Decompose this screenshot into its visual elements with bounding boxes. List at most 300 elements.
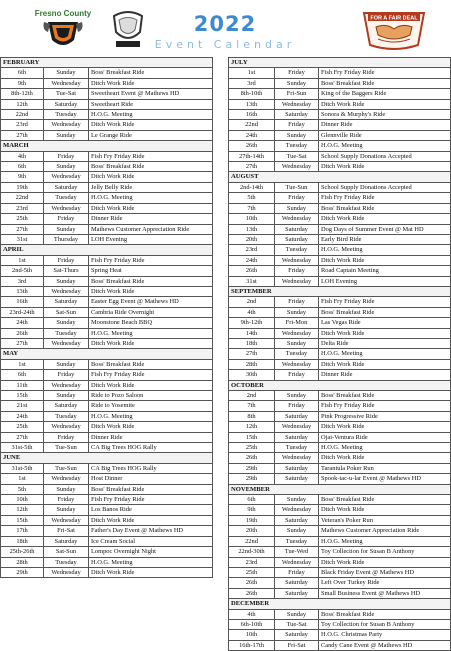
- month-name: AUGUST: [229, 172, 451, 182]
- event-row: [229, 359, 451, 369]
- event-date: 27th: [229, 349, 275, 359]
- event-weekday: Friday: [275, 370, 319, 380]
- event-date: 22nd: [229, 120, 275, 130]
- event-name: Easter Egg Event @ Mathews HD: [89, 297, 213, 307]
- event-name: Dinner Ride: [319, 370, 451, 380]
- event-name: Ditch Work Ride: [319, 99, 451, 109]
- event-date: 26th: [229, 266, 275, 276]
- event-row: [229, 401, 451, 411]
- event-date: 16th: [1, 297, 44, 307]
- event-weekday: Friday: [44, 214, 89, 224]
- event-weekday: Saturday: [275, 515, 319, 525]
- event-name: Ditch Work Ride: [89, 120, 213, 130]
- event-weekday: Saturday: [275, 224, 319, 234]
- event-date: 23rd: [1, 203, 44, 213]
- event-name: Early Bird Ride: [319, 234, 451, 244]
- event-weekday: Wednesday: [44, 567, 89, 577]
- event-date: 31st: [229, 276, 275, 286]
- event-name: Left Over Turkey Ride: [319, 578, 451, 588]
- event-row: [229, 307, 451, 317]
- event-name: CA Big Trees HOG Rally: [89, 443, 213, 453]
- logo-right-text: FOR A FAIR DEAL: [370, 15, 418, 22]
- event-row: [1, 536, 213, 546]
- event-weekday: Fri-Sat: [275, 640, 319, 650]
- event-date: 31st-5th: [1, 463, 44, 473]
- event-row: [1, 338, 213, 348]
- event-row: [1, 547, 213, 557]
- event-row: [1, 318, 213, 328]
- event-row: [229, 214, 451, 224]
- event-row: [1, 182, 213, 192]
- event-date: 6th: [1, 68, 44, 78]
- event-date: 26th: [229, 588, 275, 598]
- event-name: Boss' Breakfast Ride: [89, 162, 213, 172]
- event-weekday: Tuesday: [275, 141, 319, 151]
- event-date: 15th: [1, 515, 44, 525]
- event-row: [1, 78, 213, 88]
- event-name: H.O.G. Meeting: [89, 328, 213, 338]
- event-date: 21st: [1, 401, 44, 411]
- event-date: 9th: [229, 505, 275, 515]
- event-weekday: Wednesday: [275, 453, 319, 463]
- event-weekday: Wednesday: [275, 99, 319, 109]
- event-weekday: Wednesday: [275, 162, 319, 172]
- event-row: [229, 567, 451, 577]
- event-row: [1, 432, 213, 442]
- event-name: Toy Collection for Susan B Anthony: [319, 547, 451, 557]
- event-date: 4th: [1, 151, 44, 161]
- month-header-row: [229, 380, 451, 390]
- event-weekday: Saturday: [44, 401, 89, 411]
- event-weekday: Wednesday: [44, 380, 89, 390]
- event-row: [1, 89, 213, 99]
- event-name: H.O.G. Meeting: [89, 110, 213, 120]
- event-weekday: Friday: [275, 266, 319, 276]
- event-row: [1, 276, 213, 286]
- event-name: School Supply Donations Accepted: [319, 151, 451, 161]
- month-header-row: [1, 141, 213, 151]
- event-name: Dog Days of Summer Event @ Mat HD: [319, 224, 451, 234]
- event-row: [1, 203, 213, 213]
- event-weekday: Wednesday: [44, 172, 89, 182]
- event-weekday: Wednesday: [275, 422, 319, 432]
- event-row: [1, 380, 213, 390]
- event-row: [229, 349, 451, 359]
- event-row: [229, 266, 451, 276]
- event-row: [1, 224, 213, 234]
- event-name: Sweetheart Ride: [89, 99, 213, 109]
- event-weekday: Wednesday: [275, 505, 319, 515]
- event-name: H.O.G. Meeting: [89, 193, 213, 203]
- event-weekday: Saturday: [44, 182, 89, 192]
- event-name: Tarantula Poker Run: [319, 463, 451, 473]
- event-row: [229, 557, 451, 567]
- event-date: 3rd: [229, 78, 275, 88]
- event-date: 4th: [229, 609, 275, 619]
- event-weekday: Saturday: [275, 432, 319, 442]
- event-weekday: Sunday: [44, 484, 89, 494]
- event-row: [229, 619, 451, 629]
- event-weekday: Tue-Sat: [275, 151, 319, 161]
- event-row: [229, 99, 451, 109]
- event-date: 15th: [229, 432, 275, 442]
- month-header-row: [229, 599, 451, 609]
- month-header-row: [1, 58, 213, 68]
- event-date: 12th: [1, 99, 44, 109]
- event-weekday: Saturday: [44, 99, 89, 109]
- event-name: Ditch Work Ride: [89, 422, 213, 432]
- event-weekday: Wednesday: [44, 78, 89, 88]
- event-weekday: Wednesday: [44, 120, 89, 130]
- event-row: [1, 151, 213, 161]
- event-weekday: Wednesday: [275, 214, 319, 224]
- event-date: 2nd-14th: [229, 182, 275, 192]
- event-row: [1, 328, 213, 338]
- event-row: [229, 193, 451, 203]
- event-weekday: Saturday: [275, 474, 319, 484]
- event-name: Las Vegas Ride: [319, 318, 451, 328]
- event-row: [1, 411, 213, 421]
- event-row: [229, 110, 451, 120]
- event-row: [1, 370, 213, 380]
- event-name: Boss' Breakfast Ride: [89, 276, 213, 286]
- event-date: 31st-5th: [1, 443, 44, 453]
- event-row: [229, 276, 451, 286]
- event-weekday: Wednesday: [275, 328, 319, 338]
- event-weekday: Friday: [44, 255, 89, 265]
- event-date: 14th: [229, 328, 275, 338]
- event-weekday: Sunday: [44, 318, 89, 328]
- event-name: Le Grange Ride: [89, 130, 213, 140]
- event-name: Fish Fry Friday Ride: [89, 370, 213, 380]
- event-weekday: Sat-Thurs: [44, 266, 89, 276]
- event-row: [229, 453, 451, 463]
- event-row: [229, 245, 451, 255]
- event-row: [229, 391, 451, 401]
- month-name: JUNE: [1, 453, 213, 463]
- event-name: H.O.G. Christmas Party: [319, 630, 451, 640]
- event-date: 25th: [229, 567, 275, 577]
- event-date: 6th: [1, 162, 44, 172]
- event-name: Fish Fry Friday Ride: [319, 193, 451, 203]
- event-row: [1, 359, 213, 369]
- event-name: Ice Cream Social: [89, 536, 213, 546]
- month-header-row: [229, 172, 451, 182]
- event-weekday: Saturday: [275, 110, 319, 120]
- event-weekday: Tue-Sun: [44, 463, 89, 473]
- event-name: Ditch Work Ride: [89, 515, 213, 525]
- event-row: [1, 557, 213, 567]
- event-name: Cambria Ride Overnight: [89, 307, 213, 317]
- event-row: [1, 214, 213, 224]
- event-weekday: Saturday: [275, 463, 319, 473]
- event-row: [229, 526, 451, 536]
- event-name: Ditch Work Ride: [319, 505, 451, 515]
- event-weekday: Tue-Sun: [44, 443, 89, 453]
- event-row: [1, 526, 213, 536]
- event-date: 10th: [229, 214, 275, 224]
- event-date: 24th: [229, 130, 275, 140]
- calendar-header: [0, 0, 450, 57]
- event-date: 16th: [229, 110, 275, 120]
- event-date: 26th: [229, 141, 275, 151]
- event-date: 18th: [229, 338, 275, 348]
- calendar-subtitle: Event Calendar: [154, 38, 296, 51]
- event-name: H.O.G. Meeting: [319, 349, 451, 359]
- event-date: 25th: [1, 422, 44, 432]
- event-name: Boss' Breakfast Ride: [89, 359, 213, 369]
- event-weekday: Friday: [275, 567, 319, 577]
- event-date: 18th: [1, 536, 44, 546]
- event-date: 24th: [229, 255, 275, 265]
- event-name: Ditch Work Ride: [89, 203, 213, 213]
- event-row: [1, 255, 213, 265]
- event-name: Lompoc Overnight Night: [89, 547, 213, 557]
- event-row: [229, 588, 451, 598]
- event-date: 4th: [229, 307, 275, 317]
- event-date: 7th: [229, 401, 275, 411]
- event-name: Spring Heat: [89, 266, 213, 276]
- month-header-row: [229, 58, 451, 68]
- event-date: 1st: [1, 255, 44, 265]
- event-weekday: Wednesday: [44, 338, 89, 348]
- event-date: 25th-26th: [1, 547, 44, 557]
- event-weekday: Saturday: [275, 411, 319, 421]
- event-weekday: Tuesday: [44, 110, 89, 120]
- event-name: Fish Fry Friday Ride: [319, 68, 451, 78]
- event-name: Fish Fry Friday Ride: [319, 297, 451, 307]
- event-weekday: Saturday: [275, 630, 319, 640]
- event-name: Dinner Ride: [319, 120, 451, 130]
- event-date: 11th: [1, 380, 44, 390]
- event-weekday: Tuesday: [275, 443, 319, 453]
- event-date: 23rd-24th: [1, 307, 44, 317]
- event-weekday: Fri-Sat: [44, 526, 89, 536]
- event-row: [229, 463, 451, 473]
- event-row: [229, 141, 451, 151]
- event-row: [1, 443, 213, 453]
- event-date: 1st: [1, 474, 44, 484]
- event-date: 29th: [1, 567, 44, 577]
- event-date: 9th: [1, 78, 44, 88]
- month-header-row: [1, 453, 213, 463]
- event-date: 22nd-30th: [229, 547, 275, 557]
- event-weekday: Friday: [275, 297, 319, 307]
- event-row: [229, 547, 451, 557]
- event-weekday: Tuesday: [44, 193, 89, 203]
- event-weekday: Tuesday: [44, 411, 89, 421]
- event-weekday: Wednesday: [44, 422, 89, 432]
- event-weekday: Fri-Sun: [275, 89, 319, 99]
- event-name: Ride to Pozo Saloon: [89, 391, 213, 401]
- event-name: H.O.G. Meeting: [319, 141, 451, 151]
- event-row: [229, 78, 451, 88]
- event-row: [229, 120, 451, 130]
- event-weekday: Friday: [44, 151, 89, 161]
- event-row: [229, 89, 451, 99]
- event-row: [229, 151, 451, 161]
- event-weekday: Fri-Mon: [275, 318, 319, 328]
- event-weekday: Tue-Wed: [275, 547, 319, 557]
- event-row: [229, 338, 451, 348]
- event-name: Boss' Breakfast Ride: [319, 203, 451, 213]
- event-name: Jelly Belly Ride: [89, 182, 213, 192]
- event-weekday: Wednesday: [275, 557, 319, 567]
- event-row: [229, 432, 451, 442]
- event-weekday: Sunday: [44, 359, 89, 369]
- event-date: 13th: [229, 224, 275, 234]
- event-name: Ditch Work Ride: [319, 557, 451, 567]
- event-name: Sonora & Murphy's Ride: [319, 110, 451, 120]
- month-header-row: [1, 245, 213, 255]
- event-date: 25th: [229, 443, 275, 453]
- month-name: NOVEMBER: [229, 484, 451, 494]
- event-name: Father's Day Event @ Mathews HD: [89, 526, 213, 536]
- month-name: JULY: [229, 58, 451, 68]
- event-name: Ditch Work Ride: [319, 422, 451, 432]
- event-weekday: Friday: [44, 370, 89, 380]
- event-row: [1, 307, 213, 317]
- event-row: [229, 255, 451, 265]
- event-row: [1, 120, 213, 130]
- event-name: Ditch Work Ride: [319, 255, 451, 265]
- event-row: [229, 515, 451, 525]
- month-name: MAY: [1, 349, 213, 359]
- month-name: FEBRUARY: [1, 58, 213, 68]
- event-name: Ride to Yosemite: [89, 401, 213, 411]
- event-row: [229, 328, 451, 338]
- event-name: Ditch Work Ride: [319, 328, 451, 338]
- event-date: 12th: [229, 422, 275, 432]
- month-name: OCTOBER: [229, 380, 451, 390]
- event-row: [229, 609, 451, 619]
- event-row: [229, 318, 451, 328]
- event-date: 6th: [229, 495, 275, 505]
- event-date: 10th: [1, 495, 44, 505]
- event-weekday: Wednesday: [275, 276, 319, 286]
- event-date: 7th: [229, 203, 275, 213]
- event-weekday: Wednesday: [44, 286, 89, 296]
- event-row: [229, 182, 451, 192]
- event-weekday: Sat-Sun: [44, 307, 89, 317]
- event-date: 30th: [229, 370, 275, 380]
- event-name: Toy Collection for Susan B Anthony: [319, 619, 451, 629]
- event-name: Sweetheart Event @ Mathews HD: [89, 89, 213, 99]
- event-date: 17th: [1, 526, 44, 536]
- event-name: Ditch Work Ride: [319, 162, 451, 172]
- event-date: 27th: [229, 162, 275, 172]
- event-date: 1st: [1, 359, 44, 369]
- event-row: [229, 411, 451, 421]
- event-row: [229, 297, 451, 307]
- event-name: Black Friday Event @ Mathews HD: [319, 567, 451, 577]
- event-weekday: Wednesday: [275, 255, 319, 265]
- event-name: Road Captain Meeting: [319, 266, 451, 276]
- event-row: [229, 370, 451, 380]
- event-date: 8th: [229, 411, 275, 421]
- event-name: Mathews Customer Appreciation Ride: [319, 526, 451, 536]
- event-row: [1, 463, 213, 473]
- event-row: [229, 443, 451, 453]
- event-weekday: Sunday: [44, 391, 89, 401]
- month-header-row: [1, 349, 213, 359]
- event-date: 6th-10th: [229, 619, 275, 629]
- event-date: 12th: [1, 505, 44, 515]
- event-date: 25th: [1, 214, 44, 224]
- event-row: [229, 68, 451, 78]
- event-name: Boss' Breakfast Ride: [319, 307, 451, 317]
- event-row: [229, 203, 451, 213]
- event-weekday: Sunday: [275, 609, 319, 619]
- event-date: 27th: [1, 338, 44, 348]
- event-name: Host Dinner: [89, 474, 213, 484]
- event-date: 24th: [1, 411, 44, 421]
- event-weekday: Sunday: [275, 78, 319, 88]
- event-date: 27th-14th: [229, 151, 275, 161]
- event-row: [1, 484, 213, 494]
- event-weekday: Sat-Sun: [44, 547, 89, 557]
- event-row: [229, 495, 451, 505]
- right-calendar-table: [228, 57, 451, 651]
- event-date: 27th: [1, 130, 44, 140]
- event-name: CA Big Trees HOG Rally: [89, 463, 213, 473]
- event-name: Los Banos Ride: [89, 505, 213, 515]
- event-row: [229, 505, 451, 515]
- event-weekday: Sunday: [275, 338, 319, 348]
- event-weekday: Sunday: [44, 162, 89, 172]
- event-weekday: Thursday: [44, 234, 89, 244]
- event-row: [1, 266, 213, 276]
- event-weekday: Sunday: [275, 526, 319, 536]
- event-row: [1, 162, 213, 172]
- event-name: Ditch Work Ride: [319, 359, 451, 369]
- event-name: Pink Progressive Ride: [319, 411, 451, 421]
- event-date: 26th: [229, 578, 275, 588]
- event-weekday: Wednesday: [44, 515, 89, 525]
- left-calendar-table: [0, 57, 213, 578]
- event-row: [229, 224, 451, 234]
- mathews-harley-davidson-logo: [358, 9, 430, 51]
- event-date: 8th-10th: [229, 89, 275, 99]
- right-calendar-column: [228, 57, 450, 651]
- event-date: 5th: [229, 193, 275, 203]
- month-name: DECEMBER: [229, 599, 451, 609]
- event-row: [229, 422, 451, 432]
- event-weekday: Friday: [275, 193, 319, 203]
- event-date: 20th: [229, 234, 275, 244]
- event-row: [1, 130, 213, 140]
- event-date: 2nd: [229, 297, 275, 307]
- event-date: 29th: [229, 463, 275, 473]
- event-weekday: Sunday: [275, 391, 319, 401]
- event-date: 23rd: [1, 120, 44, 130]
- event-name: Fish Fry Friday Ride: [89, 255, 213, 265]
- event-weekday: Sunday: [275, 203, 319, 213]
- event-name: Ditch Work Ride: [89, 338, 213, 348]
- event-weekday: Tue-Sun: [275, 182, 319, 192]
- event-date: 16th-17th: [229, 640, 275, 650]
- event-row: [1, 495, 213, 505]
- event-name: Boss' Breakfast Ride: [89, 484, 213, 494]
- event-name: King of the Baggers Ride: [319, 89, 451, 99]
- event-date: 13th: [1, 286, 44, 296]
- logo-left-text: Fresno County: [34, 9, 92, 18]
- event-weekday: Wednesday: [275, 359, 319, 369]
- event-row: [1, 110, 213, 120]
- event-row: [229, 130, 451, 140]
- event-row: [1, 505, 213, 515]
- event-date: 3rd: [1, 276, 44, 286]
